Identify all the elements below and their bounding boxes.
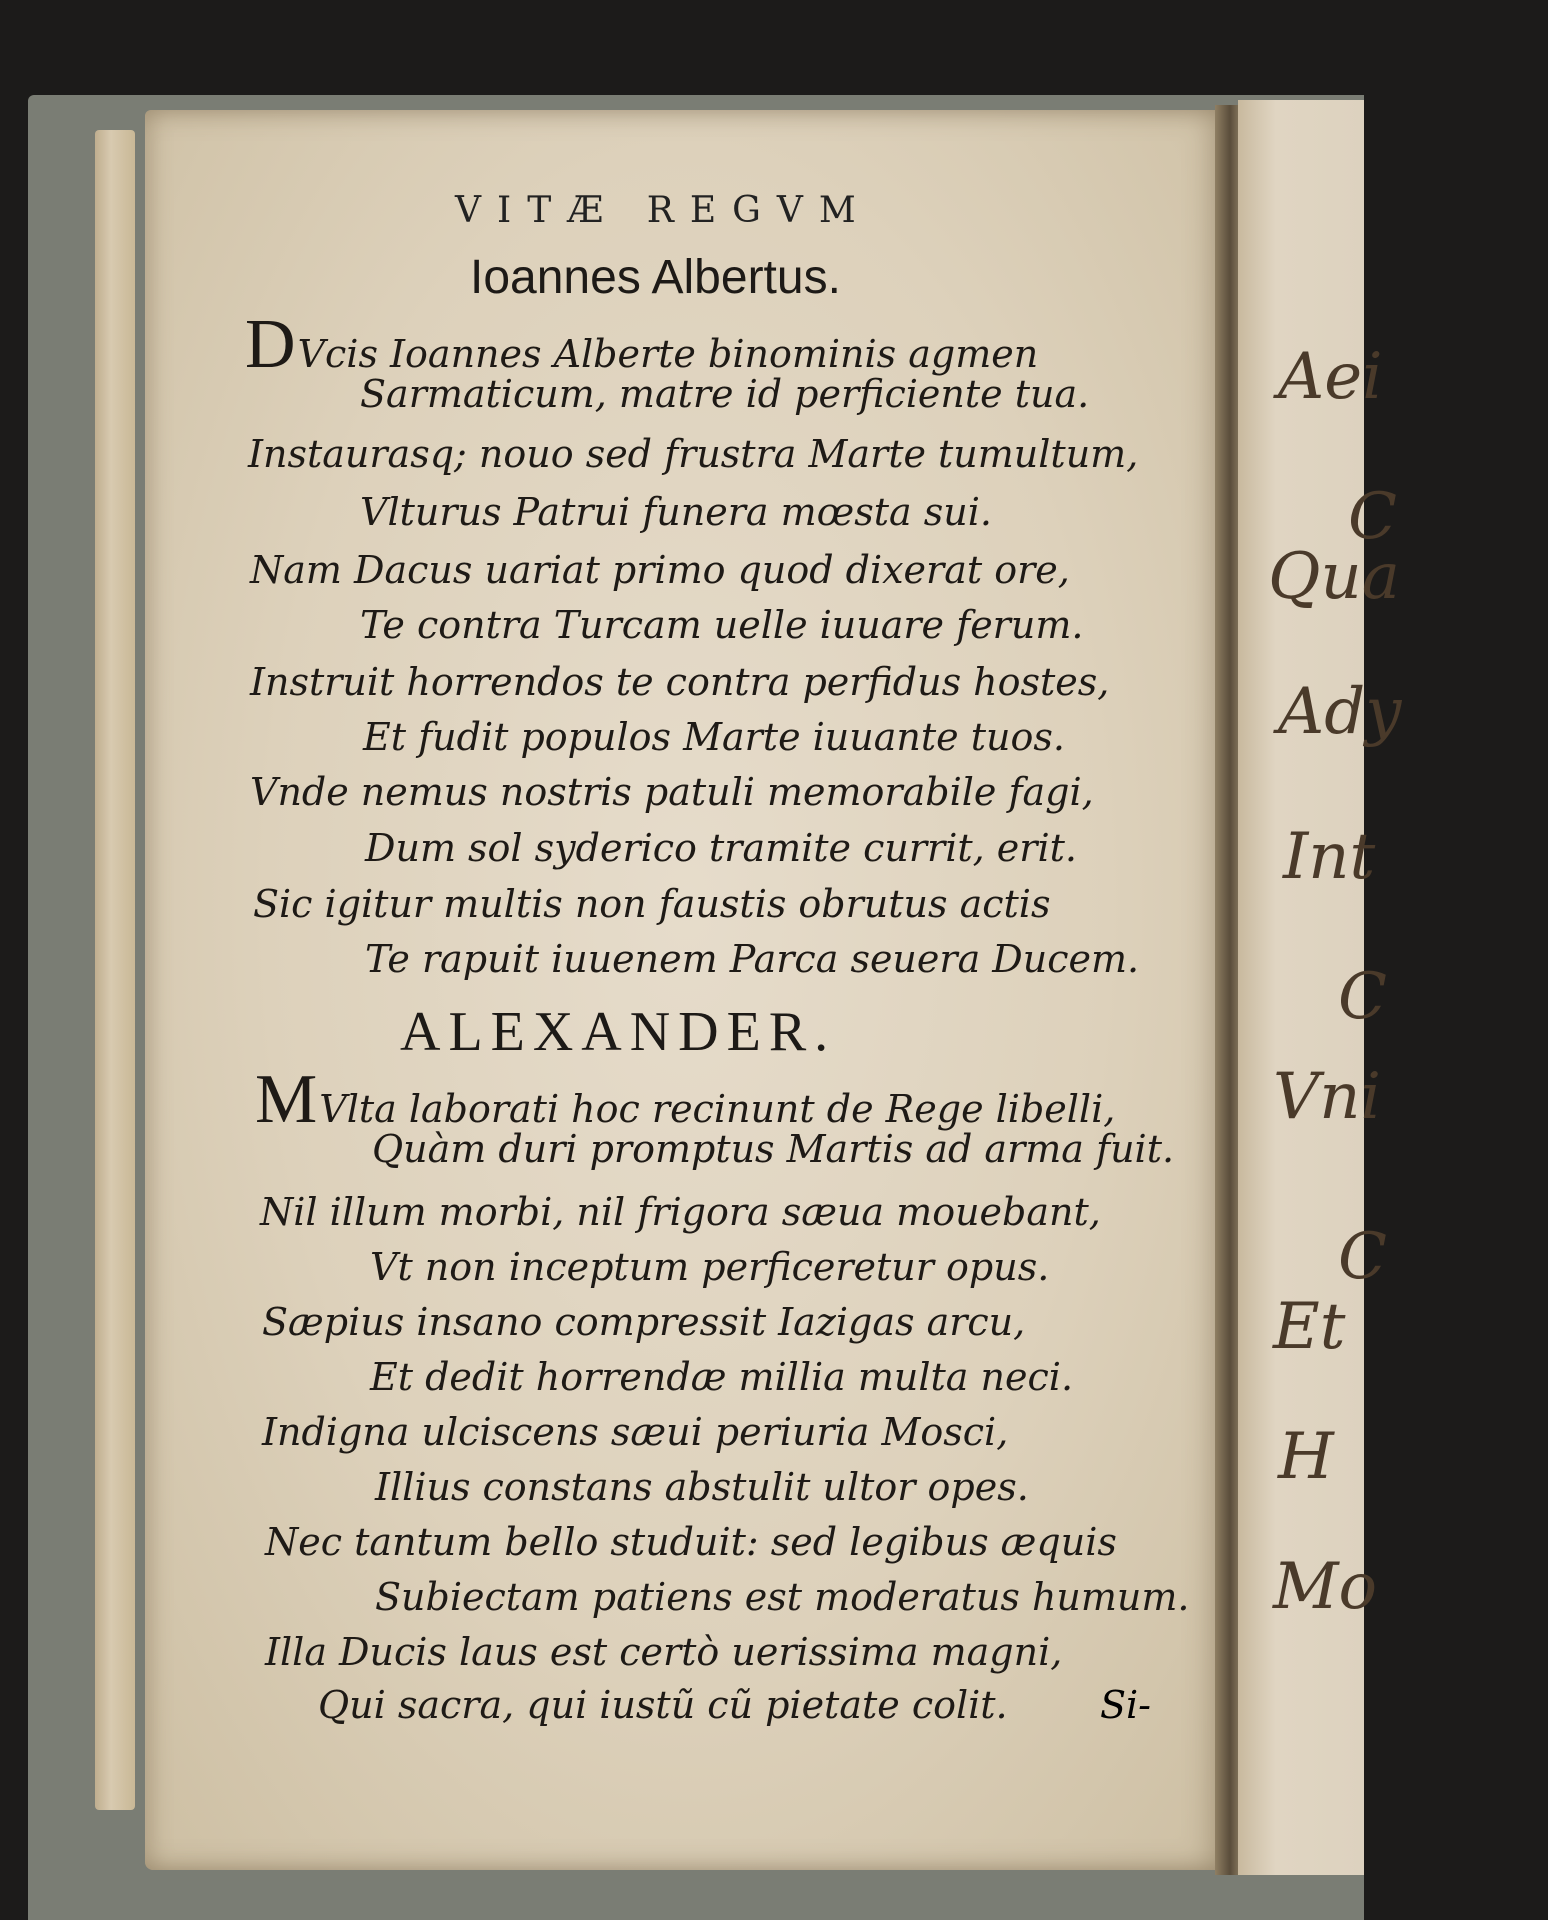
facing-fragment: Vni [1273, 1060, 1381, 1134]
verse-line: Instaurasq; nouo sed frustra Marte tumultum, [248, 432, 1139, 476]
verse-line: Et dedit horrendæ millia multa neci. [370, 1355, 1074, 1399]
verse-line: Sæpius insano compressit Iazigas arcu, [262, 1300, 1026, 1344]
verse-line: Qui sacra, qui iustũ cũ pietate colit. [318, 1683, 1008, 1727]
verse-line: Vlturus Patrui funera mœsta sui. [360, 490, 992, 534]
running-head: VITÆ REGVM [455, 190, 872, 231]
facing-fragment: Int [1283, 820, 1376, 894]
facing-fragment: H [1278, 1420, 1334, 1494]
verse-line: Quàm duri promptus Martis ad arma fuit. [372, 1127, 1175, 1171]
verse-line: Dum sol syderico tramite currit, erit. [365, 826, 1077, 870]
section-title-ioannes: Ioannes Albertus. [470, 251, 841, 304]
page-edges [95, 130, 135, 1810]
section-title-alexander: ALEXANDER. [400, 1001, 837, 1063]
verse-line: Sarmaticum, matre id perficiente tua. [360, 372, 1090, 416]
verse-line: Vnde nemus nostris patuli memorabile fagi, [250, 770, 1094, 814]
drop-cap: D [245, 306, 296, 383]
verse-line: Nil illum morbi, nil frigora sæua mouebant, [260, 1190, 1101, 1234]
verse-line: MVlta laborati hoc recinunt de Rege libelli, [255, 1061, 1116, 1138]
facing-fragment: C [1338, 1220, 1387, 1294]
verse-line: Te contra Turcam uelle iuuare ferum. [360, 603, 1084, 647]
drop-cap: M [255, 1061, 318, 1138]
verse-line: Nec tantum bello studuit: sed legibus æquis [265, 1520, 1117, 1564]
verse-line: Illa Ducis laus est certò uerissima magni, [265, 1630, 1063, 1674]
facing-fragment: Ady [1278, 675, 1402, 749]
facing-fragment: Et [1273, 1290, 1346, 1364]
verse-line: DVcis Ioannes Alberte binominis agmen [245, 306, 1039, 383]
verse-line: Vt non inceptum perficeretur opus. [370, 1245, 1050, 1289]
verse-line: Illius constans abstulit ultor opes. [375, 1465, 1029, 1509]
catchword: Si- [1100, 1683, 1152, 1727]
facing-fragment: Mo [1273, 1550, 1378, 1624]
facing-fragment: C [1348, 480, 1397, 554]
verse-line: Subiectam patiens est moderatus humum. [375, 1575, 1190, 1619]
verse-line: Te rapuit iuuenem Parca seuera Ducem. [365, 937, 1140, 981]
verse-line: Sic igitur multis non faustis obrutus actis [253, 882, 1051, 926]
verse-line: Et fudit populos Marte iuuante tuos. [363, 715, 1065, 759]
verse-line: Nam Dacus uariat primo quod dixerat ore, [250, 548, 1070, 592]
verse-line: Instruit horrendos te contra perfidus hostes, [250, 660, 1110, 704]
facing-fragment: Qua [1268, 540, 1400, 614]
facing-fragment: Aei [1278, 340, 1383, 414]
facing-page [1238, 100, 1402, 1875]
verse-line: Indigna ulciscens sæui periuria Mosci, [262, 1410, 1009, 1454]
facing-fragment: C [1338, 960, 1387, 1034]
